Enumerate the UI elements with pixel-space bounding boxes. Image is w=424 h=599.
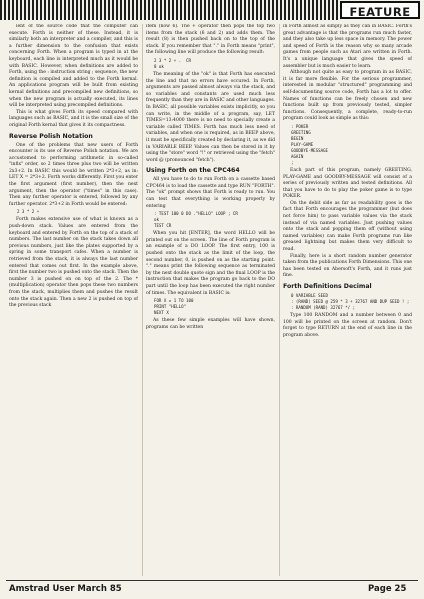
body-paragraph: lent of the source code that the computer can execute. Forth is neither of these. Instead, it is similarly both an interpreter and a compiler, and this is a further dimension to the confusion that exists concerning Forth. When a program is typed in at the keyboard, each line is interpreted much as it would be with BASIC. However, when definitions are added to Forth, using the : instruction string ; sequence, the new definition is compiled and added to the Forth kernal. An applications program will be built from existing kernal definitions and precompiled new definitions, so when the new program is actually executed, its lines will be interpreted using precompiled definitions. — [9, 24, 138, 109]
code-listing: 2 3 * 2 + — [17, 209, 40, 215]
column-divider — [142, 24, 143, 576]
column-divider — [279, 24, 280, 576]
body-paragraph: As these few simple examples will have shown, programs can be written — [146, 318, 275, 330]
header-stripe-band — [0, 0, 340, 20]
code-listing: : TEST 100 0 DO ."HELLO" LOOP ; CR ok TEST CR — [154, 211, 238, 229]
column-3 — [283, 24, 412, 579]
body-paragraph: in Forth almost as simply as they can in BASIC. Forth's great advantage is that the programs run much faster, and they also take up less space in memory. The power and speed of Forth is the reason why so many arcade games from people such as Atari are written in Forth. It's a unique language that gives the speed of assembler but is much easier to learn. — [283, 24, 412, 69]
body-paragraph: On the debit side as far as readability goes is the fact that Forth encourages the programmer (but does not force him) to pass variable values via the stack instead of via named variables. Just pushing values onto the stack and popping them off (without using named variables) can make Forth programs run like greased lightning but makes them very difficult to read. — [283, 200, 412, 253]
body-paragraph: All you have to do to run Forth on a cassette based CPC464 is to load the cassette and type RUN "FORTH". The "ok" prompt shows that Forth is ready to run. You can test that everything is working properly by entering — [146, 177, 275, 209]
code-listing: 2 3 * 2 + . CR 8 ok — [154, 57, 191, 69]
body-paragraph: item (now 6). The + operator then pops the top two items from the stack (6 and 2) and adds them. The result (8) is then pushed back on to the top of the stack. If you remember that "." in Forth means "print", the following line will produce the following result: — [146, 24, 275, 56]
code-listing: FOR X = 1 TO 100 PRINT "HELLO" NEXT X — [154, 298, 194, 316]
code-listing: : POKER GREETING BEGIN PLAY-GAME GOODBYE-MESSAGE AGAIN ; — [291, 123, 328, 165]
body-paragraph: The meaning of the "ok" is that Forth has executed the line and that no errors have occured. In Forth, arguments are passed almost always via the stack, and so variables and constants are used much less frequently than they are in BASIC and other languages. In BASIC, all possible variables exists implicitly, so you can write, in the middle of a program, say, LET TIMES=13:4000 there is no need to specially create a variable called TIMES. Forth has much less need of variables, and when one is required, as in BEEP above, it must be specifically created by declaring it, as we did in VARIABLE BEEP. Values can then be stored in it by using the "store" word "!" or retrieved using the "fetch" word @ (pronounced "fetch"). — [146, 71, 275, 163]
body-paragraph: Type 100 RANDOM and a number between 0 and 100 will be printed on the screen at random. Don't forget to type RETURN at the end of each line in the program above. — [283, 313, 412, 338]
subheading: Reverse Polish Notation — [9, 132, 93, 140]
body-paragraph: Each part of this program, namely GREETING, PLAY-GAME and GOODBY-MESSAGE will consist of a series of previously written and tested definitions. All that you have to do to play the poker game is to type POKER. — [283, 167, 412, 200]
body-paragraph: One of the problems that new users of Forth encounter is its use of Reverse Polish notation. We are accustomed to performing arithmetic in so-called "infix" order, so 2 times three plus two will be written 2x3+2. In BASIC this would be written 2*3+2, as in: LET X = 2*3+2. Forth works differently. First you enter the first argument (first number), then the next argument, then the operator ("times" in this case). Then any further operator is entered, followed by any further operator. 2*3+2 in Forth would be entered: — [9, 142, 138, 207]
footer-rule — [6, 580, 418, 581]
column-1 — [9, 24, 138, 579]
subheading: Forth Definitions Decimal — [283, 283, 372, 290]
footer-magazine-title: Amstrad User March 85 — [9, 584, 122, 594]
footer-page-number: Page 25 — [368, 584, 407, 594]
body-paragraph: Finally, here is a short random number generator taken from the publications Forth Dimensions. This one has been tested on Abersoft's Forth, and it runs just fine. — [283, 253, 412, 279]
body-paragraph: Forth makes extensive use of what is known as a push-down stack. Values are entered from the keyboard and entered by Forth on the top of a stack of numbers. The last number on the stack takes down all previous numbers, just like the plates supported by a spring in some transport cafes. When a number is retrieved from the stack, it is always the last number entered that comes out first. In the example above, first the number two is pushed onto the stack. Then the number 3 is pushed on on top of the 2. The * (multiplication) operator then pops these two numbers from the stack, multiplies them and pushes the result onto the stack again. Then a new 2 is pushed on top of the previous stack — [9, 217, 138, 309]
body-paragraph: Although not quite as easy to program in as BASIC, it is far more flexible. For the serious programmer, interested in modular "structured" programming and self-documenting source code, Forth has a lot to offer. Names of functions can be freely chosen and new functions built up from previously tested, simpler functions. Consequently, a complete, ready-to-run program could look as simple as this: — [283, 70, 412, 122]
section-label: FEATURE — [340, 1, 420, 19]
code-listing: 0 VARIABLE SEED : (RAND) SEED @ 259 * 3 + 32767 AND DUP SEED ! ; : RANDOM (RAND) 32767 */ ; — [291, 293, 410, 310]
body-paragraph: This is what gives Forth its speed compared with languages such as BASIC, and it is the small size of the original Forth kernal that gives it its compactness. — [9, 109, 138, 128]
column-2 — [146, 24, 275, 579]
subheading: Using Forth on the CPC464 — [146, 167, 240, 175]
body-paragraph: When you hit [ENTER], the word HELLO will be printed out on the screen. The line of Forth program is an example of a DO LOOP. The first entry, 100 is pushed onto the stack as the limit of the loop, the second number, 0, is pushed on as the starting point. "." means print the following sequence as terminated by the next double quote sign and the final LOOP is the instruction that makes the program go back to the DO part until the loop has been executed the right number of times. The equivalent in BASIC is: — [146, 231, 275, 296]
